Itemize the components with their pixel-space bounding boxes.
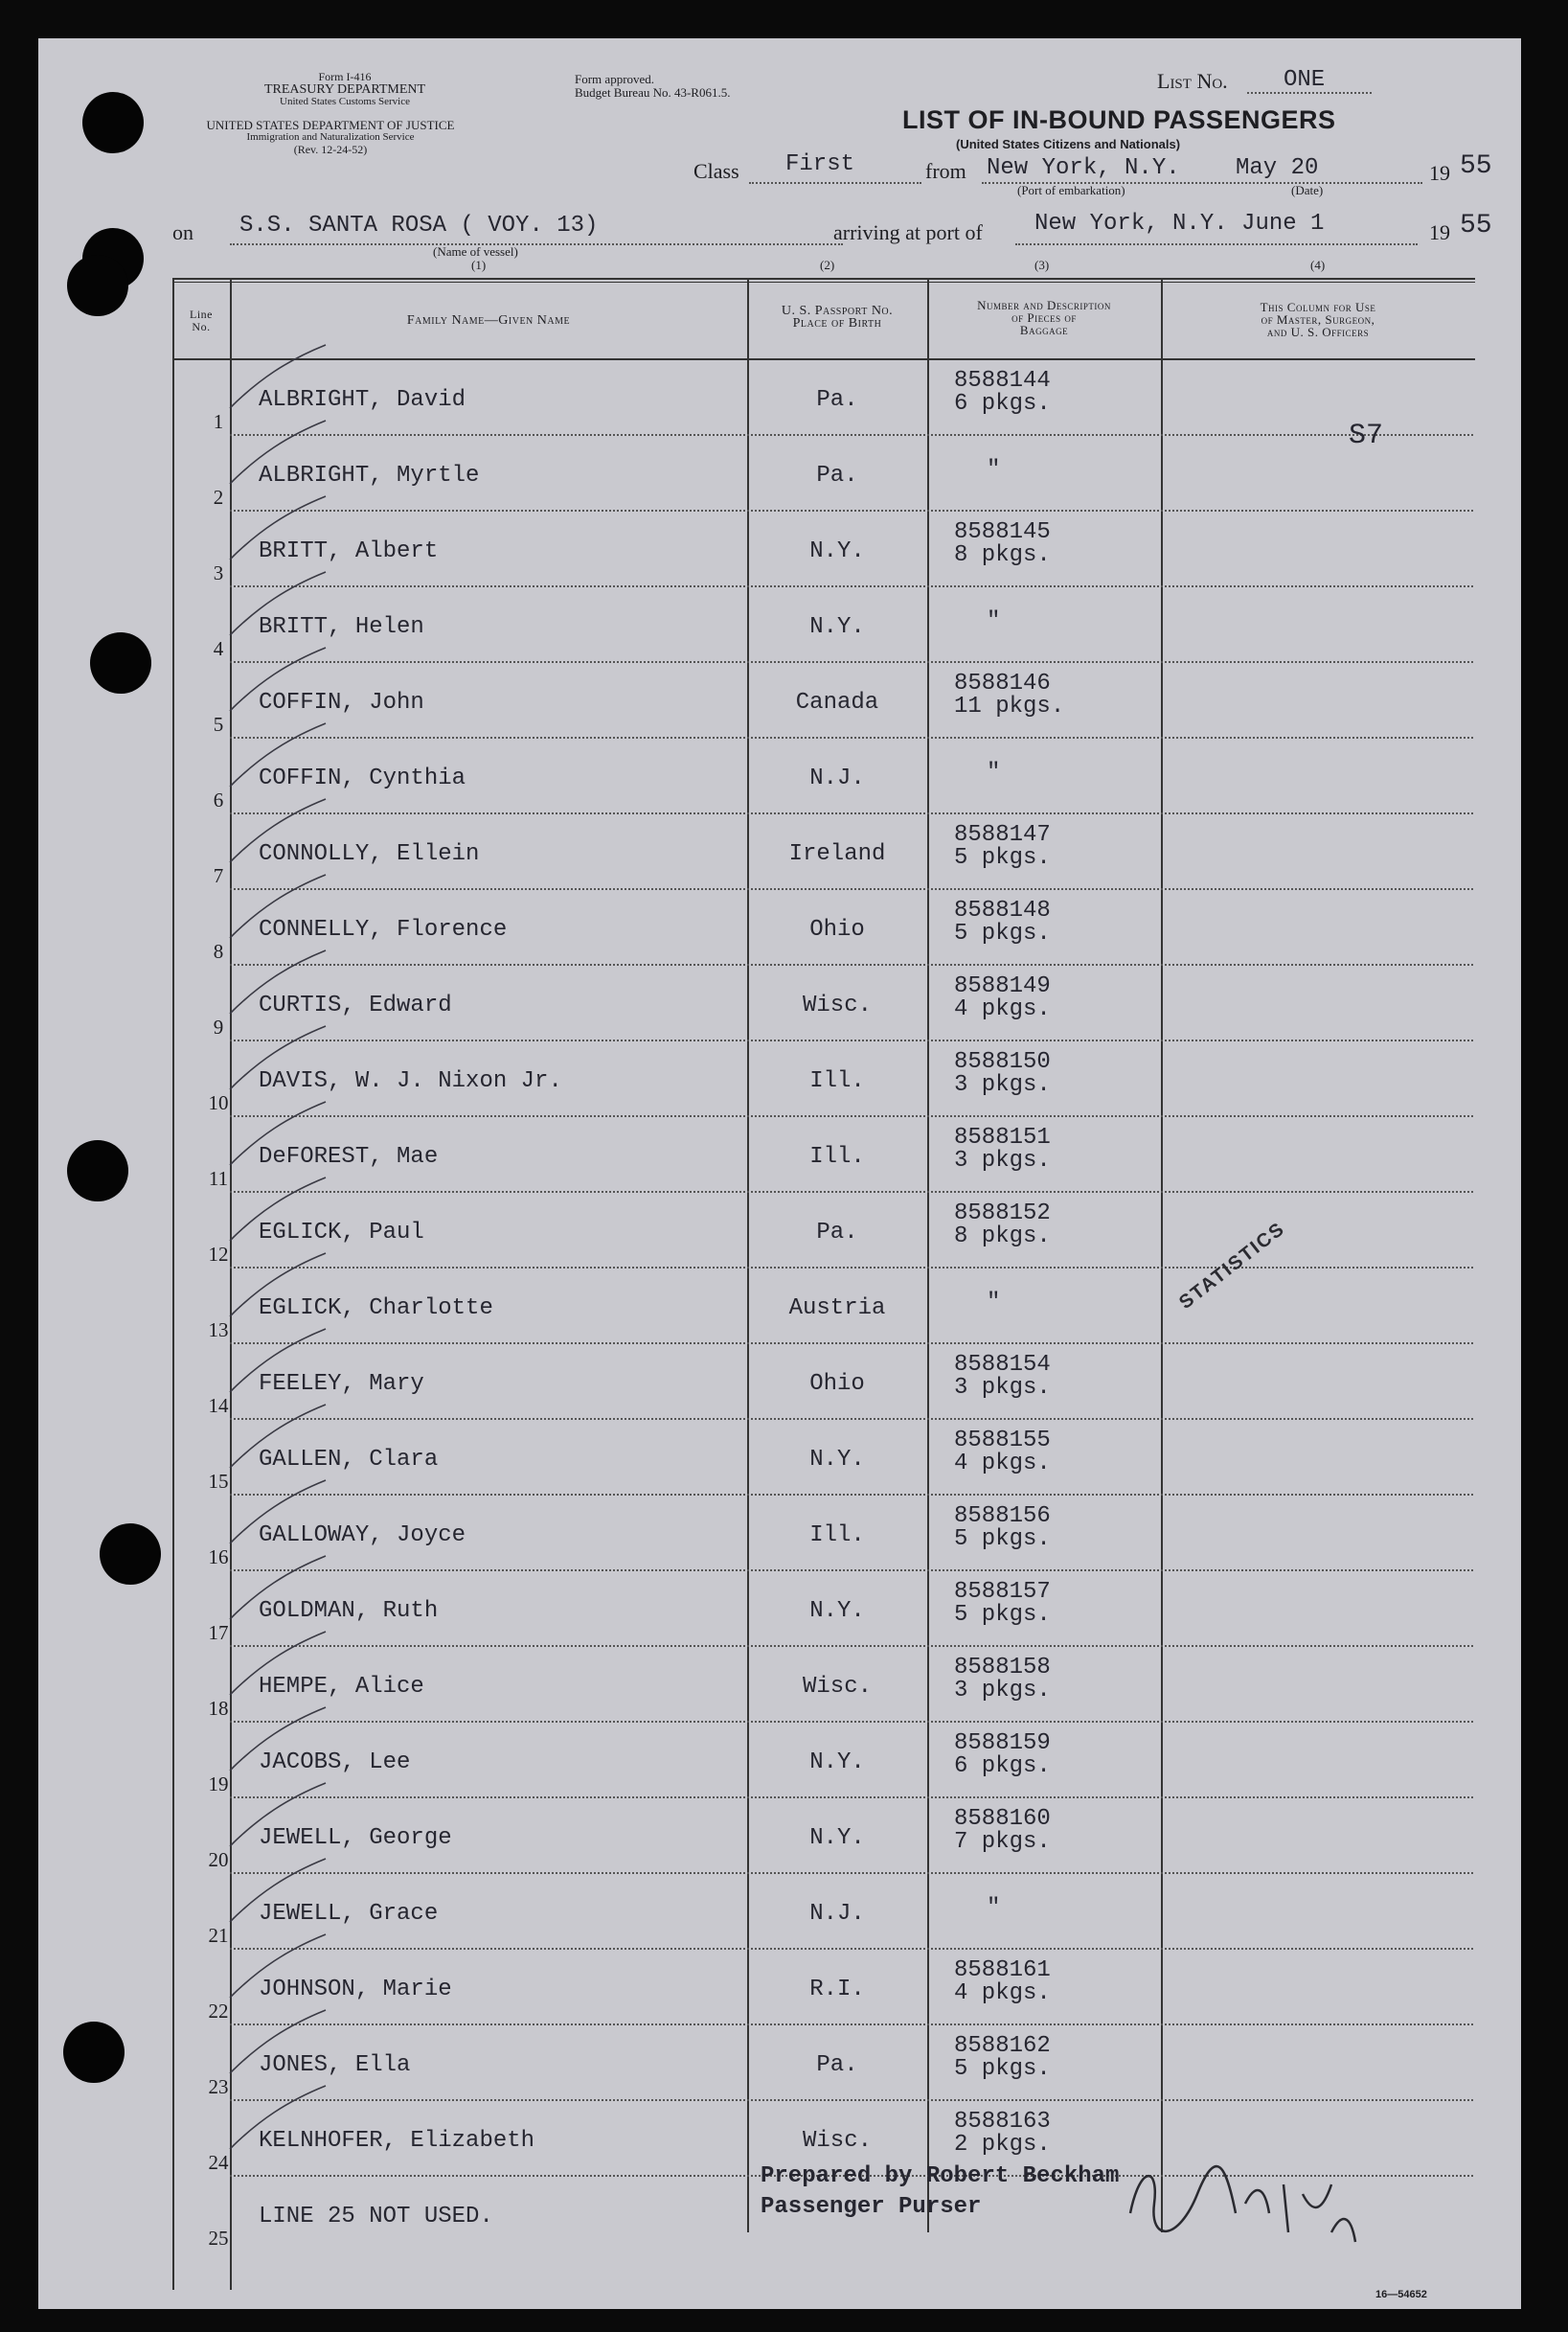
passenger-name: JEWELL, Grace [259,1901,439,1927]
ditto-mark: " [987,608,1001,634]
check-mark-icon [220,795,335,872]
check-mark-icon [220,720,335,796]
passenger-name: ALBRIGHT, David [259,387,466,413]
baggage-number: 8588158 [954,1655,1051,1680]
passenger-name: EGLICK, Charlotte [259,1295,493,1321]
baggage-number: 8588161 [954,1957,1051,1983]
line-number: 5 [213,713,224,736]
passenger-name: LINE 25 NOT USED. [259,2204,493,2229]
line-number: 19 [208,1772,229,1795]
baggage-packages: 11 pkgs. [954,694,1065,720]
line-number: 20 [208,1848,229,1871]
baggage-packages: 4 pkgs. [954,1451,1051,1476]
punch-hole [90,632,151,694]
line-number: 8 [213,940,224,963]
baggage-number: 8588151 [954,1125,1051,1151]
place-of-birth: Pa. [816,1220,858,1246]
passenger-name: CURTIS, Edward [259,993,452,1018]
col-header-officers: This Column for Use of Master, Surgeon, and U. S. Officers [1260,300,1376,339]
passenger-name: CONNOLLY, Ellein [259,841,480,867]
check-mark-icon [220,1931,335,2007]
place-of-birth: N.Y. [809,1749,865,1775]
baggage-packages: 5 pkgs. [954,1602,1051,1628]
line-number: 3 [213,561,224,584]
ditto-mark: " [987,1290,1001,1315]
place-of-birth: Wisc. [802,2128,872,2154]
line-number: 17 [208,1621,229,1644]
baggage-packages: 3 pkgs. [954,1148,1051,1174]
passenger-name: GALLEN, Clara [259,1447,439,1473]
punch-hole [100,1523,161,1585]
check-mark-icon [220,417,335,493]
passenger-name: BRITT, Albert [259,538,439,564]
check-mark-icon [220,1098,335,1175]
check-mark-icon [220,1249,335,1326]
passenger-name: COFFIN, John [259,690,424,716]
baggage-packages: 7 pkgs. [954,1829,1051,1855]
ditto-mark: " [987,457,1001,483]
punch-hole [67,255,128,316]
baggage-packages: 8 pkgs. [954,542,1051,568]
baggage-number: 8588159 [954,1730,1051,1756]
line-number: 11 [208,1167,229,1190]
baggage-packages: 5 pkgs. [954,2056,1051,2082]
from-port-value: New York, N.Y. [987,155,1180,181]
page-title: LIST OF IN-BOUND PASSENGERS [902,105,1336,134]
document-sheet: Form I-416 TREASURY DEPARTMENT United States Customs Service UNITED STATES DEPARTMENT OF JUSTICE Immigration and Naturalization Service (Rev. 12-24-52) Form approved. Budget Bureau No. 43-R061.5. List No. ONE LIST OF IN-BOUND PASSENGERS (United States Citizens and Nationals) Class First from New York, N.Y. May 20 (Port of embarkation) (Date) 19 55 on S.S. SANTA ROSA ( VOY. 13) (Name of vessel) (1) arriving at port of New York, N.Y. June 1 19 55 (2) (3) (4) Line No. Family Name—Given Name U. S. Passport No. Place of Birth Number and Description of Pieces of Baggage This Column for Use of Master, Surgeon, and U. S. Officers 1 ALBRIGHT, David Pa. 8588144 6 pkgs. 2 ALBRIGHT, Myrtle Pa. " 3 BRITT, Albert N.Y. 8588145 8 pkgs. 4 BRITT, Helen N.Y. " 5 COFFIN, John Canada 8588146 11 pkgs. 6 COFFIN, Cynthia N.J. " 7 CONNOLLY, Ellein Ireland 8588147 5 pkgs. 8 CONNELLY, Florence Ohio 8588148 5 pkgs. 9 CURTIS, Edward Wisc. 8588149 4 pkgs. 10 DAVIS, W. J. Nixon Jr. Ill. 8588150 3 pkgs. 11 DeFOREST, Mae Ill. 8588151 3 pkgs. 12 EGLICK, Paul Pa. 8588152 8 pkgs. 13 EGLICK, Charlotte Austria " 14 FEELEY, Mary Ohio 8588154 3 pkgs. 15 GALLEN, Clara N.Y. 8588155 4 pkgs. 16 GALLOWAY, Joyce Ill. 8588156 5 pkgs. 17 GOLDMAN, Ruth N.Y. 8588157 5 pkgs. 18 HEMPE, Alice Wisc. 8588158 3 pkgs. 19 JACOBS, Lee N.Y. 8588159 6 pkgs. 20 JEWELL, George N.Y. 8588160 7 pkgs. 21 JEWELL, Grace N.J. " 22 JOHNSON, Marie R.I. 8588161 4 pkgs. 23 JONES, Ella Pa. 8588162 5 pkgs. 24 KELNHOFER, Elizabeth Wisc. 8588163 2 pkgs. 25 LINE 25 NOT USED. S7 STATISTICS Prepared by Robert Beckham Passenger Purser 16—54652 [38,38,1521,2309]
baggage-number: 8588162 [954,2033,1051,2059]
baggage-packages: 3 pkgs. [954,1072,1051,1098]
check-mark-icon [220,644,335,720]
place-of-birth: Ill. [809,1144,865,1170]
line-number: 9 [213,1016,224,1039]
line-number: 7 [213,864,224,887]
baggage-packages: 3 pkgs. [954,1375,1051,1401]
baggage-packages: 4 pkgs. [954,1980,1051,2006]
line-number: 16 [208,1545,229,1568]
place-of-birth: N.Y. [809,1825,865,1851]
place-of-birth: Ohio [809,1371,865,1397]
punch-hole [67,1140,128,1201]
line-number: 21 [208,1924,229,1947]
line-number: 22 [208,2000,229,2023]
place-of-birth: N.Y. [809,538,865,564]
check-mark-icon [220,1325,335,1402]
list-no-label: List No. [1157,69,1228,93]
class-value: First [785,151,855,177]
passenger-name: ALBRIGHT, Myrtle [259,463,480,489]
on-label: on [172,220,193,244]
line-number: 13 [208,1318,229,1341]
col-header-line-no: Line No. [190,308,213,333]
place-of-birth: N.Y. [809,614,865,640]
prepared-by: Prepared by Robert Beckham [761,2163,1120,2189]
baggage-number: 8588156 [954,1503,1051,1529]
place-of-birth: Ohio [809,917,865,943]
line-number: 12 [208,1243,229,1266]
year-value: 55 [1460,151,1492,181]
passenger-name: JEWELL, George [259,1825,452,1851]
officer-signature [1111,2127,1398,2271]
passenger-name: JOHNSON, Marie [259,1977,452,2002]
line-number: 10 [208,1091,229,1114]
baggage-number: 8588145 [954,519,1051,545]
passenger-name: BRITT, Helen [259,614,424,640]
baggage-number: 8588160 [954,1806,1051,1832]
line-number: 23 [208,2075,229,2098]
check-mark-icon [220,1703,335,1780]
passenger-name: DeFOREST, Mae [259,1144,439,1170]
baggage-packages: 8 pkgs. [954,1223,1051,1249]
footer-code: 16—54652 [1375,2289,1427,2300]
col-header-passport: U. S. Passport No. Place of Birth [781,304,894,331]
line-number: 6 [213,789,224,812]
preparer-title: Passenger Purser [761,2194,982,2220]
from-date-value: May 20 [1236,155,1319,181]
date-caption: (Date) [1291,183,1324,197]
line-number: 25 [208,2227,229,2250]
place-of-birth: Wisc. [802,1674,872,1700]
check-mark-icon [220,568,335,645]
baggage-number: 8588149 [954,973,1051,999]
baggage-number: 8588154 [954,1352,1051,1378]
place-of-birth: Austria [788,1295,886,1321]
col-header-name: Family Name—Given Name [406,313,571,328]
form-number-block: Form I-416 TREASURY DEPARTMENT United States Customs Service [263,70,426,107]
passenger-name: DAVIS, W. J. Nixon Jr. [259,1068,562,1094]
check-mark-icon [220,871,335,948]
list-no-value: ONE [1284,67,1326,93]
baggage-number: 8588147 [954,822,1051,848]
year-prefix: 19 [1429,161,1450,185]
baggage-number: 8588144 [954,368,1051,394]
passenger-name: EGLICK, Paul [259,1220,424,1246]
check-mark-icon [220,1552,335,1629]
ditto-mark: " [987,760,1001,786]
baggage-packages: 5 pkgs. [954,1526,1051,1552]
place-of-birth: N.Y. [809,1598,865,1624]
class-label: Class [693,159,739,183]
from-label: from [925,159,966,183]
passenger-name: FEELEY, Mary [259,1371,424,1397]
baggage-number: 8588152 [954,1200,1051,1226]
baggage-packages: 3 pkgs. [954,1678,1051,1703]
col-header-baggage: Number and Description of Pieces of Baggage [977,298,1111,337]
statistics-stamp: STATISTICS [1175,1218,1289,1314]
vessel-caption: (Name of vessel) [433,244,518,259]
check-mark-icon [220,1628,335,1704]
place-of-birth: Pa. [816,463,858,489]
line-number: 2 [213,486,224,509]
line-number: 14 [208,1394,229,1417]
check-mark-icon [220,1779,335,1856]
baggage-number: 8588163 [954,2109,1051,2135]
baggage-number: 8588146 [954,671,1051,697]
baggage-packages: 6 pkgs. [954,391,1051,417]
baggage-packages: 6 pkgs. [954,1753,1051,1779]
passenger-name: JACOBS, Lee [259,1749,411,1775]
baggage-packages: 4 pkgs. [954,996,1051,1022]
passenger-name: GOLDMAN, Ruth [259,1598,439,1624]
check-mark-icon [220,1022,335,1099]
officer-mark: S7 [1349,420,1384,452]
place-of-birth: Pa. [816,2052,858,2078]
ditto-mark: " [987,1895,1001,1921]
baggage-packages: 5 pkgs. [954,845,1051,871]
passenger-name: JONES, Ella [259,2052,411,2078]
vessel-name: S.S. SANTA ROSA ( VOY. 13) [239,213,599,239]
passenger-name: KELNHOFER, Elizabeth [259,2128,535,2154]
place-of-birth: Ill. [809,1068,865,1094]
baggage-packages: 2 pkgs. [954,2132,1051,2158]
check-mark-icon [220,2006,335,2083]
place-of-birth: Ireland [788,841,886,867]
line-number: 1 [213,410,224,433]
page-subtitle: (United States Citizens and Nationals) [956,137,1181,151]
line-number: 18 [208,1697,229,1720]
port-embarkation-caption: (Port of embarkation) [1017,183,1125,197]
arrival-value: New York, N.Y. June 1 [1034,211,1325,237]
place-of-birth: N.Y. [809,1447,865,1473]
form-approval: Form approved. Budget Bureau No. 43-R061.5. [575,72,731,100]
baggage-number: 8588155 [954,1428,1051,1453]
baggage-packages: 5 pkgs. [954,921,1051,947]
arrival-year: 55 [1460,211,1492,240]
arriving-label: arriving at port of [833,220,983,244]
check-mark-icon [220,341,335,418]
check-mark-icon [220,947,335,1023]
line-number: 15 [208,1470,229,1493]
place-of-birth: N.J. [809,1901,865,1927]
baggage-number: 8588148 [954,898,1051,924]
place-of-birth: Canada [795,690,879,716]
justice-department-block: UNITED STATES DEPARTMENT OF JUSTICE Immigration and Naturalization Service (Rev. 12-24-52) [206,118,455,156]
check-mark-icon [220,1476,335,1553]
check-mark-icon [220,1401,335,1477]
passenger-name: COFFIN, Cynthia [259,766,466,791]
place-of-birth: N.J. [809,766,865,791]
punch-hole [82,92,144,153]
baggage-number: 8588150 [954,1049,1051,1075]
check-mark-icon [220,2082,335,2159]
check-mark-icon [220,1855,335,1932]
check-mark-icon [220,1174,335,1250]
place-of-birth: Wisc. [802,993,872,1018]
place-of-birth: Pa. [816,387,858,413]
passenger-name: CONNELLY, Florence [259,917,508,943]
passenger-name: HEMPE, Alice [259,1674,424,1700]
line-number: 4 [213,637,224,660]
place-of-birth: R.I. [809,1977,865,2002]
place-of-birth: Ill. [809,1522,865,1548]
passenger-name: GALLOWAY, Joyce [259,1522,466,1548]
baggage-number: 8588157 [954,1579,1051,1605]
line-number: 24 [208,2151,229,2174]
punch-hole [63,2022,125,2083]
check-mark-icon [220,492,335,569]
